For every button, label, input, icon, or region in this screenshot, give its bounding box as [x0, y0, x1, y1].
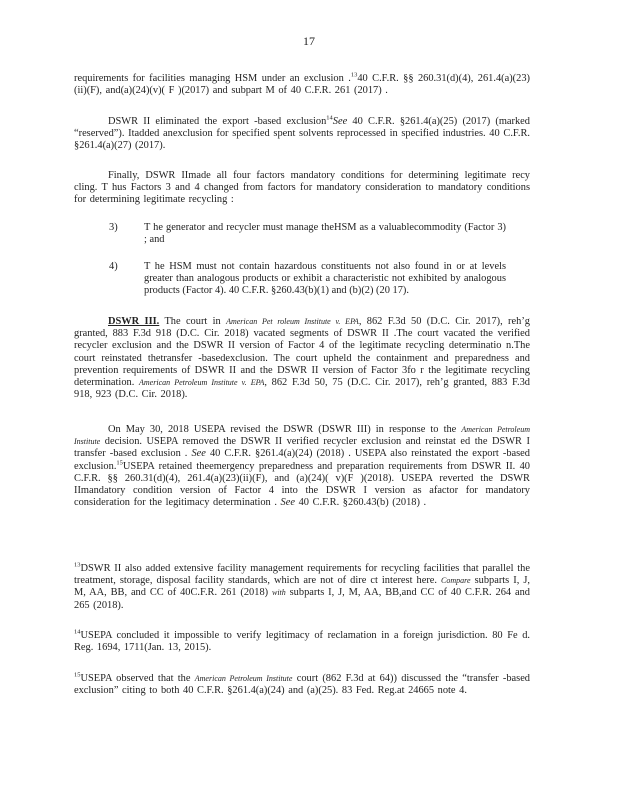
see-signal: See — [191, 448, 206, 460]
list-text: T he HSM must not contain hazardous constituents not also found in or at levels greater than analogous products or exhibit a characteristic not exhibited by analogous products (Factor 4). 40 C.F.R. §260.43(b)(1) and (b)(2) (20 17). — [144, 261, 506, 297]
case-name: American Petroleum Institute — [74, 425, 530, 447]
see-signal-2: See — [280, 497, 295, 509]
footnote-ref-14: 14 — [326, 114, 333, 122]
footnote-ref-15: 15 — [116, 459, 123, 467]
case-name-2: American Petroleum Institute v. EPA — [139, 378, 265, 388]
footnote-marker: 14 — [74, 628, 81, 636]
para5-text-3: 40 C.F.R. §261.4(a)(24) (2018) . USEPA also reinstated the export -based exclusion. — [74, 448, 530, 472]
with-signal: with — [271, 588, 286, 598]
footnote-text: USEPA observed that the — [80, 673, 191, 684]
compare-signal: Compare — [441, 576, 471, 586]
para4-text-2: , 862 F.3d 50 (D.C. Cir. 2017), reh’g granted, 883 F.3d 918 (D.C. Cir. 2018) vacated segments of DSWR II .The court vacated the verified recycler exclusion and the DSWR II version of Factor 4 of the legitimate recycling determinatio n.The court reinstated thetransfer -basedexclusion. The court upheld the containment and preparedness and prevention requirements of DSWR II and the DSWR II version of Factor 3fo r the legitimate recycling determination. — [74, 316, 530, 389]
footnote-15 — [74, 673, 530, 697]
paragraph-4 — [74, 316, 530, 401]
footnote-marker: 13 — [74, 561, 81, 569]
paragraph-5 — [74, 424, 530, 509]
list-text: T he generator and recycler must manage theHSM as a valuablecommodity (Factor 3) ; and — [144, 222, 506, 246]
paragraph-1 — [74, 73, 530, 97]
para1-text: requirements for facilities managing HSM under an exclusion . — [74, 73, 351, 84]
para2-cite: 40 C.F.R. §261.4(a)(25) (2017) (marked “reserved”). Itadded anexclusion for specified spent solvents reprocessed in specified industries. 40 C.F.R. §261.4(a)(27) (2017). — [74, 116, 530, 152]
para4-text: The court in — [164, 316, 221, 327]
footnote-text-2: subparts I, J, M, AA, BB, and CC of 40C.F.R. 261 (2018) — [74, 575, 530, 599]
paragraph-2 — [74, 116, 530, 153]
para5-text-4: USEPA retained theemergency preparedness and preparation requirements from DSWR II. 40 C.F.R. §§ 260.31(d)(4), 261.4(a)(23)(ii)(F), and (a)(24)( v)(F )(2018). USEPA reverted the DSWR IImandatory condition version of Factor 4 into the DSWR I version as afactor for mandatory consideration for the legitimacy determination . — [74, 460, 530, 509]
paragraph-3 — [74, 170, 530, 207]
footnote-text-3: subparts I, J, M, AA, BB,and CC of 40 C.F.R. 264 and 265 (2018). — [74, 587, 530, 611]
section-heading: DSWR III. — [108, 316, 160, 327]
para5-text: On May 30, 2018 USEPA revised the DSWR (DSWR III) in response to the — [108, 424, 457, 435]
case-name: American Pet roleum Institute v. EPA — [226, 317, 359, 326]
footnote-marker: 15 — [74, 671, 81, 679]
para3-text: Finally, DSWR IImade all four factors mandatory conditions for determining legitimate recy cling. T hus Factors 3 and 4 changed from factors for mandatory consideration to mandatory conditions for determining legitimate recycling : — [74, 170, 530, 206]
para2-text: DSWR II eliminated the export -based exclusion — [108, 116, 327, 127]
para1-cite: 40 C.F.R. §§ 260.31(d)(4), 261.4(a)(23)(ii)(F), and(a)(24)(v)( F )(2017) and subpart M of 40 C.F.R. 261 (2017) . — [74, 73, 530, 97]
footnote-13 — [74, 563, 530, 612]
para5-text-2: decision. USEPA removed the DSWR II verified recycler exclusion and reinstat ed the DSWR I transfer -based exclusion . — [74, 436, 530, 460]
footnote-14 — [74, 630, 530, 654]
para4-text-3: , 862 F.3d 50, 75 (D.C. Cir. 2017), reh’g granted, 883 F.3d 918, 923 (D.C. Cir. 2018). — [74, 377, 530, 401]
see-signal: See — [332, 116, 348, 127]
footnote-text: USEPA concluded it impossible to verify legitimacy of reclamation in a foreign jurisdiction. 80 Fe d. Reg. 1694, 1711(Jan. 13, 2015). — [74, 630, 530, 654]
case-name: American Petroleum Institute — [194, 674, 293, 683]
page-number: 17 — [303, 34, 315, 48]
footnote-ref-13: 13 — [350, 71, 358, 79]
list-number: 3) — [109, 222, 118, 233]
footnote-text-2: court (862 F.3d at 64)) discussed the “transfer -based exclusion” citing to both 40 C.F.R. §261.4(a)(24) and (a)(25). 83 Fed. Reg.at 24665 note 4. — [74, 673, 530, 697]
list-number: 4) — [109, 261, 118, 272]
footnote-text: DSWR II also added extensive facility management requirements for recycling facilities that parallel the treatment, storage, disposal facility standards, which are not of dire ct interest here. — [74, 563, 530, 587]
para5-text-5: 40 C.F.R. §260.43(b) (2018) . — [298, 497, 427, 509]
